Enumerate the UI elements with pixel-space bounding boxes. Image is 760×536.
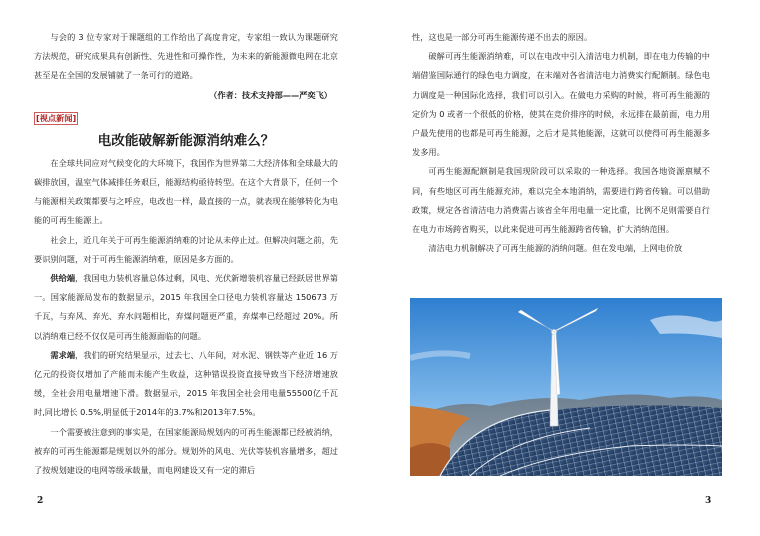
article-paragraph-supply <box>34 269 338 346</box>
right-text-column <box>412 28 710 258</box>
article-paragraph-5: 一个需要被注意到的事实是，在国家能源局规划内的可再生能源都已经被消纳，被弃的可再生能源都是规划以外的部分。规划外的风电、光伏等装机容量增多，超过了按规划建设的电网等级承载量，而电网建设又有一定的滞后 <box>34 426 338 476</box>
continued-paragraph: 性，这也是一部分可再生能源传递不出去的原因。 <box>412 32 593 42</box>
page-number-left: 2 <box>37 496 44 506</box>
left-text-column <box>34 28 338 480</box>
wind-turbine-solar-farm-image <box>410 298 722 476</box>
right-paragraph-2: 可再生能源配额制是我国现阶段可以采取的一种选择。我国各地资源禀赋不同，有些地区可再生能源充沛，难以完全本地消纳，需要进行跨省传输。可以借助政策，规定各省清洁电力消费需占该省全年用电量一定比重，比例不足则需要自行在电力市场跨省购买，以此来促进可再生能源跨省传输，扩大消纳范围。 <box>412 166 710 235</box>
page-number-right: 3 <box>705 496 712 506</box>
author-credit: （作者：技术支持部——严奕飞） <box>209 89 332 100</box>
article-paragraph-1: 在全球共同应对气候变化的大环境下，我国作为世界第二大经济体和全球最大的碳排放国，温室气体减排任务艰巨，能源结构亟待转型。在这个大背景下，任何一个与能源相关政策都要与之呼应，电改也一样，最直接的一点，就表现在能够转化为电能的可再生能源上。 <box>34 157 338 226</box>
demand-text: ，我们的研究结果显示，过去七、八年间，对水泥、钢铁等产业近 16 万亿元的投资仅增加了产能而未能产生收益，这种错误投资直接导致当下经济增速放缓，全社会用电量增速下滑。数据显示，2015 年我国全社会用电量55500亿千瓦时,同比增长 0.5%,明显低于2014年的3.7%和2013年7.5%。 <box>34 349 338 418</box>
wind-solar-photo <box>410 298 722 476</box>
demand-lead: 需求端 <box>50 349 76 360</box>
article-paragraph-demand <box>34 346 338 423</box>
section-tag-row <box>34 108 338 128</box>
article-headline: 电改能破解新能源消纳难么？ <box>97 132 275 149</box>
article-paragraph-2: 社会上，近几年关于可再生能源消纳难的讨论从未停止过。但解决问题之前，先要识别问题，对于可再生能源消纳难，原因是多方面的。 <box>34 234 338 264</box>
intro-paragraph: 与会的 3 位专家对于课题组的工作给出了高度肯定，专家组一致认为课题研究方法规范，研究成果具有创新性、先进性和可操作性，为未来的新能源微电网在北京甚至是在全国的发展铺就了一条可行的道路。 <box>34 32 338 81</box>
right-paragraph-3: 清洁电力机制解决了可再生能源的消纳问题。但在发电端，上网电价放 <box>428 243 683 254</box>
section-tag: [视点新闻] <box>36 112 77 123</box>
supply-lead: 供给端 <box>50 273 76 284</box>
supply-text: ，我国电力装机容量总体过剩，风电、光伏新增装机容量已经跃居世界第一。国家能源局发布的数据显示，2015 年我国全口径电力装机容量达 150673 万千瓦，与弃风、弃光、弃水问题相比，弃煤问题更严重，弃煤率已经超过 20%。所以消纳难已经不仅仅是可再生能源面临的问题。 <box>34 273 338 341</box>
right-paragraph-1: 破解可再生能源消纳难，可以在电改中引入清洁电力机制，即在电力传输的中端借鉴国际通行的绿色电力调度，在末端对各省清洁电力消费实行配额制。绿色电力调度是一种国际化选择，我们可以引入。在做电力采购的时候，将可再生能源的定价为 0 或者一个很低的价格，使其在竞价排序的时候，永远排在最前面，电力用户最先使用的也都是可再生能源，之后才是其他能源，这就可以使得可再生能源多发多用。 <box>412 51 710 158</box>
